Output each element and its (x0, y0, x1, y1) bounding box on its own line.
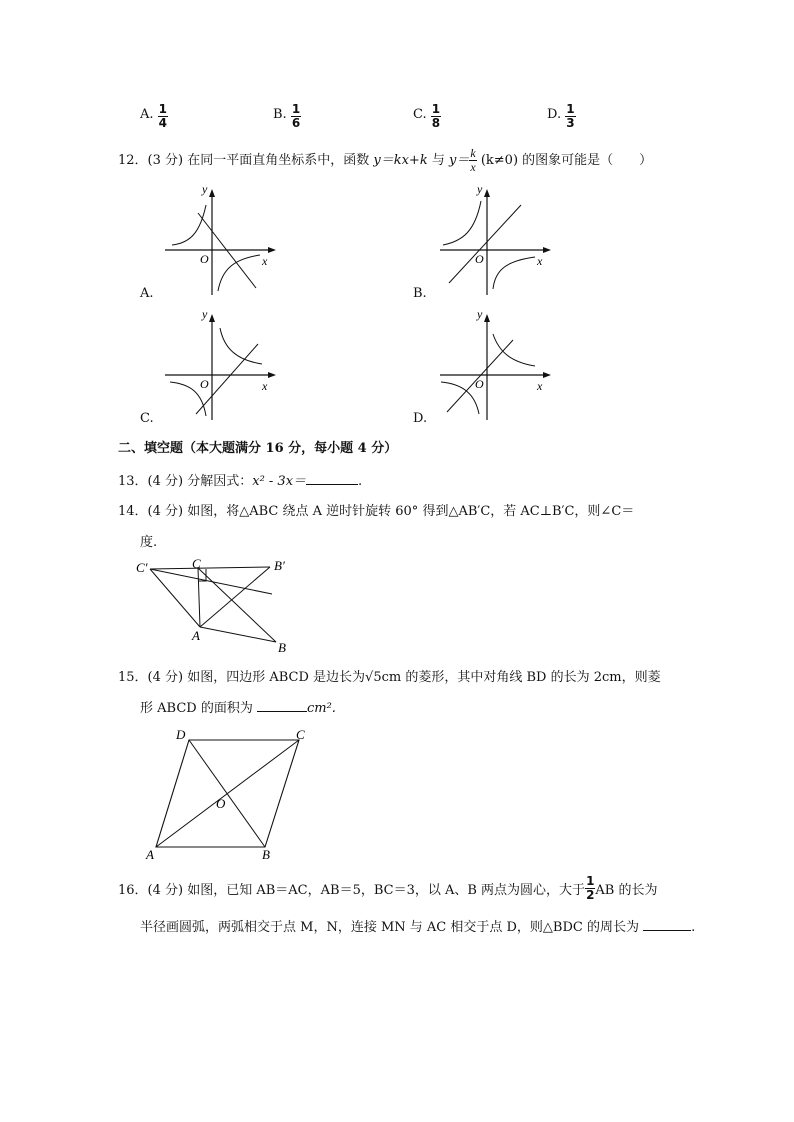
q15-figure (138, 726, 318, 862)
q16-line2: 半径画圆弧，两弧相交于点 M，N，连接 MN 与 AC 相交于点 D，则△BDC 的周长为 . (140, 920, 696, 935)
fraction: $\frac{1}{2}$ (586, 874, 595, 903)
fraction: $\frac{1}{4}$ (158, 102, 168, 131)
q14-line2: 度. (140, 535, 158, 550)
x-axis-label: x (537, 254, 543, 268)
q11-option-d: D. $\frac{1}{3}$ (547, 102, 575, 131)
q12-graph-d (435, 308, 555, 423)
point-d-label: D (176, 727, 186, 742)
q12-graph-c (160, 308, 280, 423)
y-axis-label: y (477, 308, 483, 321)
fraction: $\frac{1}{3}$ (566, 102, 575, 131)
origin-label: O (200, 377, 209, 391)
point-c-prime-label: C′ (136, 560, 148, 575)
x-axis-label: x (262, 379, 268, 393)
point-b-label: B (262, 847, 270, 862)
y-axis-label: y (202, 308, 208, 321)
x-axis-label: x (262, 254, 268, 268)
origin-label: O (475, 377, 484, 391)
q12-option-a-label: A. (140, 286, 154, 301)
y-axis-label: y (477, 183, 483, 196)
q12-graph-b (435, 183, 555, 298)
q14-line1: 14．(4 分) 如图，将△ABC 绕点 A 逆时针旋转 60° 得到△AB′C，若 AC⊥B′C，则∠C＝ (118, 504, 635, 519)
point-c-label: C (192, 556, 201, 571)
point-a-label: A (146, 847, 154, 862)
answer-blank[interactable] (306, 484, 358, 485)
q12-graph-a (160, 183, 280, 298)
answer-blank[interactable] (257, 711, 307, 712)
point-b-prime-label: B′ (274, 558, 285, 573)
y-axis-label: y (202, 183, 208, 196)
point-b-label: B (278, 640, 286, 655)
answer-blank[interactable] (643, 930, 691, 931)
point-a-label: A (192, 628, 200, 643)
sqrt-value: √5 (365, 670, 382, 685)
fraction: $\frac{1}{6}$ (291, 102, 301, 131)
q11-option-c: C. $\frac{1}{8}$ (413, 102, 441, 131)
point-c-label: C (296, 727, 305, 742)
origin-label: O (200, 252, 209, 266)
section-heading: 二、填空题（本大题满分 16 分，每小题 4 分） (118, 441, 398, 456)
fraction: $\frac{1}{8}$ (431, 102, 441, 131)
q12-stem: 12．(3 分) 在同一平面直角坐标系中，函数 y＝kx+k 与 y＝ $\frac{k}{x}$ (k≠0) 的图象可能是（ ） (118, 146, 653, 175)
q12-option-b-label: B. (413, 286, 427, 301)
q11-option-b: B. $\frac{1}{6}$ (273, 102, 301, 131)
fraction: $\frac{k}{x}$ (470, 146, 476, 175)
q11-option-a: A. $\frac{1}{4}$ (140, 102, 168, 131)
point-o-label: O (216, 796, 226, 811)
x-axis-label: x (537, 379, 543, 393)
q12-option-c-label: C. (140, 411, 154, 426)
q14-figure (134, 556, 304, 656)
origin-label: O (475, 252, 484, 266)
q13-stem: 13．(4 分) 分解因式：x² - 3x＝ . (118, 474, 363, 489)
q15-line2: 形 ABCD 的面积为 cm². (140, 701, 336, 716)
q16-line1: 16．(4 分) 如图，已知 AB＝AC，AB＝5，BC＝3，以 A、B 两点为圆心，大于 $\frac{1}{2}$ AB 的长为 (118, 874, 658, 903)
q15-line1: 15．(4 分) 如图，四边形 ABCD 是边长为√5cm 的菱形，其中对角线 BD 的长为 2cm，则菱 (118, 670, 661, 685)
q12-option-d-label: D. (413, 411, 428, 426)
